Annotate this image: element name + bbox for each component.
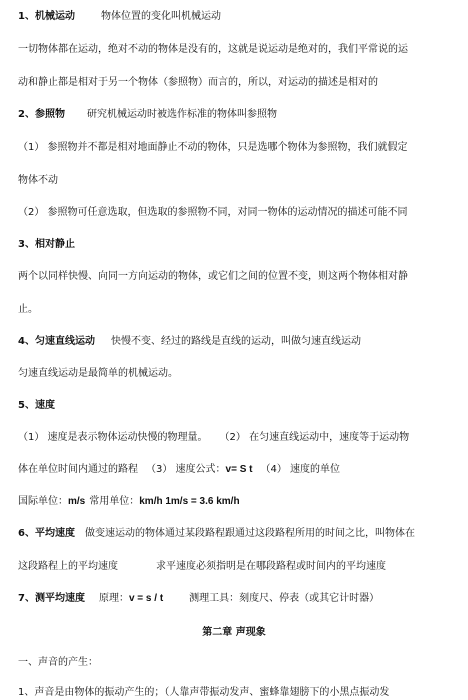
section-3-paragraph-line-2: 止。 <box>18 304 38 315</box>
section-6-note: 求平速度必须指明是在哪段路程或时间内的平均速度 <box>156 561 386 572</box>
section-1-paragraph-line-2: 动和静止都是相对于另一个物体（参照物）而言的，所以，对运动的描述是相对的 <box>18 77 378 88</box>
section-5-line-1 <box>18 431 409 445</box>
section-5-line-2 <box>18 463 340 477</box>
section-5-point-2-end: 体在单位时间内通过的路程 <box>18 464 138 475</box>
section-2-point-1-line-2: 物体不动 <box>18 175 58 186</box>
section-2-line <box>18 108 277 122</box>
section-2-definition: 研究机械运动时被选作标准的物体叫参照物 <box>86 109 277 120</box>
chapter-2-subheading-1: 一、声音的产生： <box>18 657 98 668</box>
si-unit-label: 国际单位： <box>18 496 68 507</box>
section-5-point-2: （2） 在匀速直线运动中，速度等于运动物 <box>219 432 410 443</box>
average-speed-formula: v = s / t <box>128 593 164 604</box>
section-1-definition: 物体位置的变化叫机械运动 <box>100 11 221 22</box>
section-7-line <box>18 592 379 606</box>
section-2-heading: 2、参照物 <box>18 109 65 120</box>
section-5-line-3 <box>18 495 240 509</box>
section-7-heading: 7、测平均速度 <box>18 593 85 604</box>
section-5-point-4: （4） 速度的单位 <box>260 464 341 475</box>
section-5-heading: 5、速度 <box>18 400 55 411</box>
principle-label: 原理： <box>98 593 129 604</box>
chapter-2-item-1: 1、声音是由物体的振动产生的；（人靠声带振动发声、蜜蜂靠翅膀下的小黑点振动发 <box>18 687 390 698</box>
section-2-point-1-line-1: （1） 参照物并不都是相对地面静止不动的物体，只是选哪个物体为参照物，我们就假定 <box>18 142 408 153</box>
section-3-paragraph-line-1: 两个以同样快慢、向同一方向运动的物体，或它们之间的位置不变，则这两个物体相对静 <box>18 271 408 282</box>
si-unit-value: m/s <box>68 496 86 507</box>
measuring-tools: 测理工具：刻度尺、停表（或其它计时器） <box>189 593 380 604</box>
section-1-heading: 1、机械运动 <box>18 11 75 22</box>
section-6-line-1 <box>18 527 415 541</box>
section-3-heading: 3、相对静止 <box>18 239 75 250</box>
section-2-point-2: （2） 参照物可任意选取，但选取的参照物不同，对同一物体的运动情况的描述可能不同 <box>18 207 408 218</box>
section-4-line <box>18 335 361 349</box>
common-unit-label: 常用单位： <box>89 496 140 507</box>
section-4-heading: 4、匀速直线运动 <box>18 336 95 347</box>
section-5-point-1: （1） 速度是表示物体运动快慢的物理量。 <box>18 432 208 443</box>
section-1-line <box>18 10 221 24</box>
section-4-definition: 快慢不变、经过的路线是直线的运动，叫做匀速直线运动 <box>110 336 361 347</box>
section-1-paragraph-line-1: 一切物体都在运动，绝对不动的物体是没有的，这就是说运动是绝对的，我们平常说的运 <box>18 44 408 55</box>
chapter-title: 第二章 声现象 <box>202 627 266 638</box>
section-5-point-3: （3） 速度公式： <box>146 464 226 475</box>
speed-formula: v= S t <box>225 464 253 475</box>
section-6-heading: 6、平均速度 <box>18 528 75 539</box>
common-unit-value: km/h 1m/s = 3.6 km/h <box>139 496 240 507</box>
section-6-definition-end: 这段路程上的平均速度 <box>18 561 118 572</box>
section-4-paragraph: 匀速直线运动是最简单的机械运动。 <box>18 368 178 379</box>
section-6-line-2 <box>18 560 386 574</box>
section-6-definition: 做变速运动的物体通过某段路程跟通过这段路程所用的时间之比，叫物体在 <box>84 528 415 539</box>
